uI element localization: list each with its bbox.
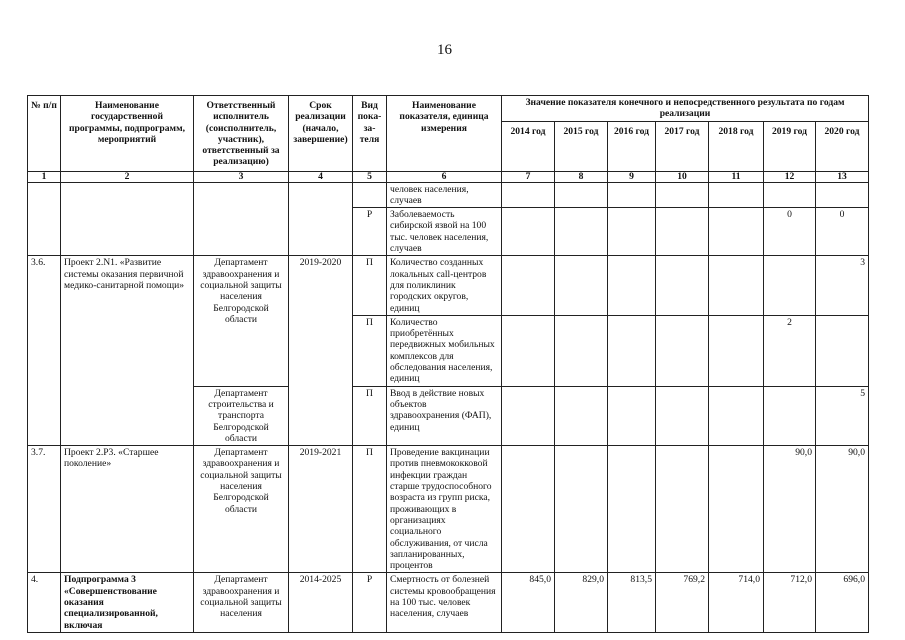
indicator-cell: Количество созданных локальных call-центров для поликлиник городских округов, единиц [387, 256, 502, 315]
page-number: 16 [437, 42, 452, 58]
table-row [28, 256, 869, 315]
header-num: № п/п [28, 96, 61, 172]
type-cell: П [353, 446, 387, 573]
row-num: 4. [28, 573, 61, 633]
column-index: 6 [387, 171, 502, 182]
program-cell: Подпрограмма 3 «Совершенствование оказания специализированной, включая [61, 573, 194, 633]
column-index: 12 [764, 171, 816, 182]
value-cell: 90,0 [764, 446, 816, 573]
type-cell: П [353, 256, 387, 315]
header-year: 2014 год [502, 121, 555, 171]
row-num: 3.6. [28, 256, 61, 446]
program-cell: Проект 2.Р3. «Старшее поколение» [61, 446, 194, 573]
header-values-title: Значение показателя конечного и непосредственного результата по годам реализации [502, 96, 869, 122]
value-cell: 696,0 [816, 573, 869, 633]
value-cell: 3 [816, 256, 869, 315]
value-cell: 0 [816, 208, 869, 256]
indicator-cell: Проведение вакцинации против пневмококковой инфекции граждан старше трудоспособного возраста из групп риска, проживающих в организациях социального обслуживания, от числа запланированных, процентов [387, 446, 502, 573]
column-index: 11 [709, 171, 764, 182]
executor-cell: Департамент здравоохранения и социальной защиты населения Белгородской области [194, 256, 289, 386]
period-cell: 2019-2020 [289, 256, 353, 446]
header-program: Наименование государственной программы, подпрограмм, мероприятий [61, 96, 194, 172]
executor-cell: Департамент строительства и транспорта Белгородской области [194, 386, 289, 445]
executor-cell: Департамент здравоохранения и социальной защиты населения [194, 573, 289, 633]
row-num: 3.7. [28, 446, 61, 573]
value-cell: 829,0 [555, 573, 608, 633]
executor-cell: Департамент здравоохранения и социальной защиты населения Белгородской области [194, 446, 289, 573]
header-year: 2016 год [608, 121, 656, 171]
header-period: Срок реализации (начало, завершение) [289, 96, 353, 172]
column-index: 8 [555, 171, 608, 182]
column-index: 3 [194, 171, 289, 182]
indicator-cell: человек населения, случаев [387, 182, 502, 208]
program-cell: Проект 2.N1. «Развитие системы оказания первичной медико-санитарной помощи» [61, 256, 194, 446]
value-cell: 2 [764, 315, 816, 386]
value-cell: 712,0 [764, 573, 816, 633]
indicator-cell: Ввод в действие новых объектов здравоохранения (ФАП), единиц [387, 386, 502, 445]
value-cell: 714,0 [709, 573, 764, 633]
value-cell: 0 [764, 208, 816, 256]
header-executor: Ответственный исполнитель (соисполнитель, участник), ответственный за реализацию) [194, 96, 289, 172]
column-index: 5 [353, 171, 387, 182]
indicators-table [27, 95, 869, 633]
value-cell: 90,0 [816, 446, 869, 573]
header-type: Вид пока-за-теля [353, 96, 387, 172]
indicator-cell: Количество приобретённых передвижных мобильных комплексов для обследования населения, единиц [387, 315, 502, 386]
column-index: 7 [502, 171, 555, 182]
header-year: 2017 год [656, 121, 709, 171]
column-index: 10 [656, 171, 709, 182]
table-row [28, 446, 869, 573]
table-row [28, 182, 869, 208]
column-index: 1 [28, 171, 61, 182]
value-cell: 813,5 [608, 573, 656, 633]
header-indicator: Наименование показателя, единица измерения [387, 96, 502, 172]
period-cell: 2014-2025 [289, 573, 353, 633]
column-index: 4 [289, 171, 353, 182]
column-index: 2 [61, 171, 194, 182]
type-cell: П [353, 386, 387, 445]
indicator-cell: Смертность от болезней системы кровообращения на 100 тыс. человек населения, случаев [387, 573, 502, 633]
header-year: 2020 год [816, 121, 869, 171]
column-index: 9 [608, 171, 656, 182]
header-year: 2019 год [764, 121, 816, 171]
period-cell: 2019-2021 [289, 446, 353, 573]
indicator-cell: Заболеваемость сибирской язвой на 100 тыс. человек населения, случаев [387, 208, 502, 256]
header-year: 2018 год [709, 121, 764, 171]
header-year: 2015 год [555, 121, 608, 171]
type-cell: Р [353, 208, 387, 256]
table-row [28, 573, 869, 633]
column-index: 13 [816, 171, 869, 182]
value-cell: 845,0 [502, 573, 555, 633]
value-cell: 769,2 [656, 573, 709, 633]
type-cell: Р [353, 573, 387, 633]
value-cell: 5 [816, 386, 869, 445]
type-cell: П [353, 315, 387, 386]
